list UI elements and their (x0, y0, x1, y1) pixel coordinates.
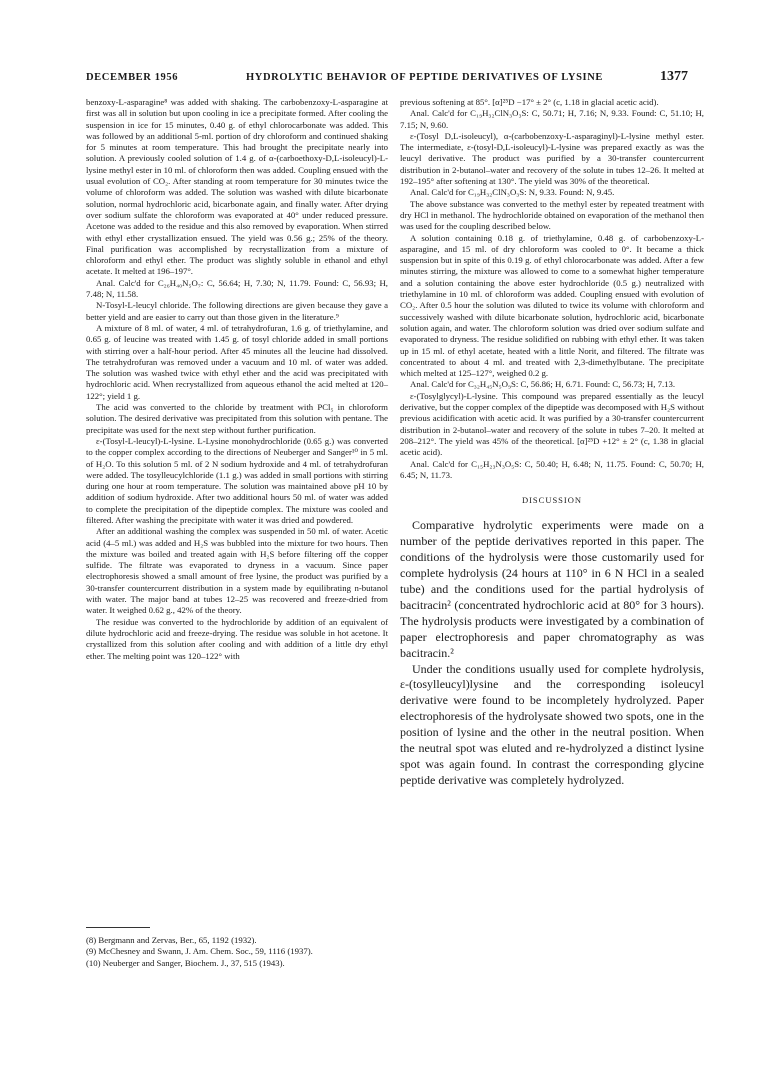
paragraph: Anal. Calc'd for C₃₂H₄₅N₅O₉S: C, 56.86; H, 6.71. Found: C, 56.73; H, 7.13. (410, 379, 676, 390)
running-header (86, 69, 688, 88)
discussion-section (400, 518, 704, 788)
paragraph: A solution containing 0.18 g. of triethylamine, 0.48 g. of carbobenzoxy-L-asparagine, and 15 ml. of dry chloroform was cooled to 0°. It became a thick suspension but in spite of this 0.19 g. of ethyl chlorocarbonate was added. After a few minutes stirring, the mixture was allowed to come to a somewhat higher temperature and a solution containing the above ester hydrochloride (0.5 g.) neutralized with triethylamine in 10 ml. of chloroform was added. Coupling ensued with evolution of CO₂. After 0.5 hour the solution was diluted to twice its volume with chloroform and successively washed with dilute bicarbonate solution, hydrochloric acid, bicarbonate solution again, and water. The chloroform solution was dried over sodium sulfate and evaporated to dryness. The residue solidified on rubbing with ethyl ether. It was taken up in 15 ml. of ethyl acetate, heated with a little Norit, and filtered. The filtrate was concentrated to about 4 ml. and treated with 2,3-dimethylbutane. The precipitate which melted at 125–127°, weighed 0.2 g. (400, 232, 704, 379)
left-column (86, 97, 388, 662)
paragraph: After an additional washing the complex was suspended in 50 ml. of water. Acetic acid (4–5 ml.) was added and H₂S was bubbled into the mixture for two hours. Then the mixture was boiled and treated again with H₂S before filtering off the copper sulfide. The filtrate was evaporated to dryness in a vacuum. Since paper electrophoresis showed a small amount of free lysine, the product was purified by a 30-transfer countercurrent distribution in a system made by equilibrating n-butanol with water. The major band at tubes 12–25 was recovered and freeze-dried from water. It weighed 0.62 g., 42% of the theory. (86, 526, 388, 616)
paragraph: ε-(Tosyl D,L-isoleucyl), α-(carbobenzoxy-L-asparaginyl)-L-lysine methyl ester. The intermediate, ε-(tosyl-D,L-isoleucyl)-L-lysine was prepared exactly as was the leucyl derivative. The product was purified by a 30-transfer countercurrent distribution in 2-butanol–water and recovery of the solute in tubes 12–26. It melted at 192–195° after softening at 130°. The yield was 30% of the theoretical. (400, 130, 704, 187)
section-title: DISCUSSION (521, 495, 583, 506)
header-title: HYDROLYTIC BEHAVIOR OF PEPTIDE DERIVATIVES OF LYSINE (246, 72, 603, 83)
paragraph: Anal. Calc'd for C₂₆H₄₀N₅O₇: C, 56.64; H, 7.30; N, 11.79. Found: C, 56.93; H, 7.48; N, 11.58. (86, 277, 388, 300)
footnote-rule (86, 927, 150, 928)
paragraph: previous softening at 85°. [α]²⁵D −17° ± 2° (c, 1.18 in glacial acetic acid). (400, 97, 659, 107)
paragraph: ε-(Tosylglycyl)-L-lysine. This compound was prepared essentially as the leucyl derivative, but the copper complex of the dipeptide was decomposed with H₂S without previous acidification with acetic acid. It was purified by a 30-transfer countercurrent distribution in 2-butanol–water and recovery of the solute in tubes 7–20. It melted at 208–212°. The yield was 45% of the theoretical. [α]²⁵D +12° ± 2° (c, 1.38 in glacial acetic acid). (400, 390, 704, 458)
paragraph: Anal. Calc'd for C₁₉H₃₂ClN₃O₃S: C, 50.71; H, 7.16; N, 9.33. Found: C, 51.10; H, 7.15; N, 9.60. (400, 108, 704, 130)
paragraph: The above substance was converted to the methyl ester by repeated treatment with dry HCl in methanol. The hydrochloride obtained on evaporation of the methanol then was used for the coupling described below. (400, 198, 704, 232)
paragraph: Anal. Calc'd for C₁₉H₃₂ClN₃O₃S: N, 9.33. Found: N, 9.45. (410, 187, 615, 198)
right-column (400, 97, 704, 789)
paragraph: The acid was converted to the chloride by treatment with PCl₅ in chloroform solution. The desired derivative was precipitated from this solution with pentane. The precipitate was used for the next step without further purification. (86, 402, 388, 435)
header-date: DECEMBER 1956 (86, 72, 179, 83)
footnote: (10) Neuberger and Sanger, Biochem. J., 37, 515 (1943). (86, 957, 285, 968)
paragraph: benzoxy-L-asparagine⁸ was added with shaking. The carbobenzoxy-L-asparagine at first was all in solution but upon cooling in ice a precipitate formed. After cooling the suspension in ice for 15 minutes, 0.40 g. of ethyl chlorocarbonate was added. This was followed by an additional 5-ml. portion of dry chloroform and continued shaking for 5 minutes at room temperature. This had brought the precipitate nearly into solution. A previously cooled solution of 1.4 g. of α-(carboethoxy-D,L-isoleucyl)-L-lysine methyl ester in 10 ml. of chloroform then was added. Coupling ensued with the usual evolution of CO₂. After standing at room temperature for 30 minutes twice the volume of chloroform was added. The solution was washed with dilute bicarbonate solution, normal hydrochloric acid, bicarbonate again, and finally water. After drying over sodium sulfate the chloroform was evaporated at 40° under reduced pressure. Acetone was added to the residue and this also removed by evaporation. When stirred with ethyl ether crystallization ensued. The yield was 0.56 g.; 25% of the theory. Final purification was accomplished by recrystallization from a mixture of chloroform and ethyl ether. The product was slightly soluble in ethanol and ethyl acetate. It melted at 196–197°. (86, 97, 388, 277)
paragraph: N-Tosyl-L-leucyl chloride. The following directions are given because they gave a better yield and are easier to carry out than those given in the literature.⁹ (86, 300, 388, 322)
paragraph: Anal. Calc'd for C₁₅H₂₃N₃O₅S: C, 50.40; H, 6.48; N, 11.75. Found: C, 50.70; H, 6.45; N, 11.73. (400, 458, 704, 480)
paragraph: Comparative hydrolytic experiments were made on a number of the peptide derivatives reported in this paper. The conditions of the hydrolysis were those customarily used for complete hydrolysis (24 hours at 110° in 6 N HCl in a sealed tube) and the conditions used for the partial hydrolysis of bacitracin² (concentrated hydrochloric acid at 80° for 3 hours). The hydrolysis products were investigated by a combination of paper electrophoresis and paper chromatography as was bacitracin.² (400, 518, 704, 660)
paragraph: A mixture of 8 ml. of water, 4 ml. of tetrahydrofuran, 1.6 g. of triethylamine, and 0.65 g. of leucine was treated with 1.45 g. of tosyl chloride added in small portions with stirring over a half-hour period. After 45 minutes all the leucine had dissolved. The tetrahydrofuran was removed under a vacuum and 10 ml. of water was added. The solution was washed twice with ethyl ether and the acid was precipitated with hydrochloric acid. When recrystallized from aqueous ethanol the acid melted at 120–122°; yield 1 g. (86, 322, 388, 401)
paragraph: ε-(Tosyl-L-leucyl)-L-lysine. L-Lysine monohydrochloride (0.65 g.) was converted to the copper complex according to the directions of Neuberger and Sanger¹⁰ in 5 ml. of H₂O. To this solution 5 ml. of 2 N sodium hydroxide and 4 ml. of tetrahydrofuran were added. The tosylleucylchloride (1.1 g.) was added in small portions with stirring during one hour at room temperature. The solution was maintained above pH 10 by addition of sodium hydroxide. After two additional hours 50 ml. of water was added to complete the precipitation of the dipeptide complex. The mixture was cooled and filtered. After washing the precipitate with water it was dried and powdered. (86, 435, 388, 525)
paragraph: Under the conditions usually used for complete hydrolysis, ε-(tosylleucyl)lysine and the corresponding isoleucyl derivative were found to be incompletely hydrolyzed. Paper electrophoresis of the hydrolysate showed two spots, one in the position of lysine and the other in the neutral position. When the neutral spot was eluted and re-hydrolyzed a distinct lysine spot was again found. In contrast the corresponding glycine peptide derivative was completely hydrolyzed. (400, 661, 704, 787)
footnote: (8) Bergmann and Zervas, Ber., 65, 1192 (1932). (86, 935, 257, 945)
footnote: (9) McChesney and Swann, J. Am. Chem. Soc., 59, 1116 (1937). (86, 946, 313, 957)
page-number: 1377 (660, 69, 688, 84)
footnotes (86, 935, 388, 969)
paragraph: The residue was converted to the hydrochloride by addition of an equivalent of dilute hydrochloric acid and freeze-drying. The residue was soluble in hot acetone. It crystallized from this solution after cooling and with addition of a little dry ethyl ether. The melting point was 120–122° with (86, 616, 388, 661)
